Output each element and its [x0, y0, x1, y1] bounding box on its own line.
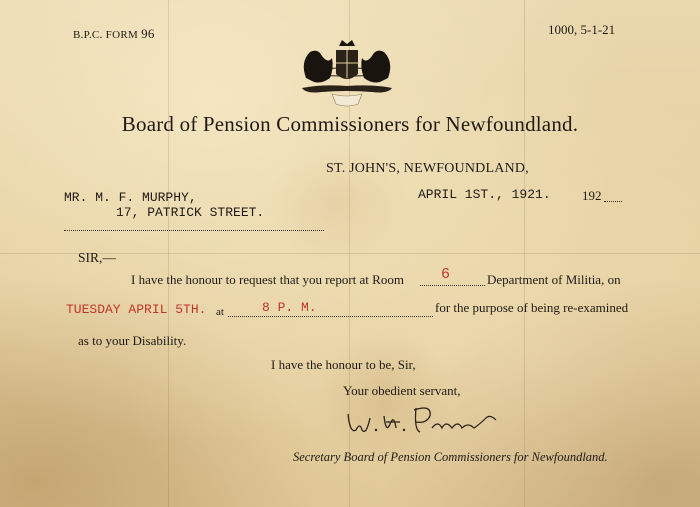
address-rule: [64, 230, 324, 231]
body-line-3: as to your Disability.: [78, 333, 187, 348]
room-rule: [420, 285, 485, 286]
letter-date: APRIL 1ST., 1921.: [418, 187, 551, 202]
signature: [340, 400, 510, 442]
body-line-2: for the purpose of being re-examined: [435, 300, 629, 315]
page-title: Board of Pension Commissioners for Newfoundland.: [121, 112, 579, 136]
room-number: 6: [441, 266, 451, 283]
secretary-line: Secretary Board of Pension Commissioners for Newfoundland.: [293, 450, 608, 464]
print-code: 1000, 5-1-21: [548, 22, 616, 37]
form-label: B.P.C. FORM 96: [73, 26, 155, 41]
appointment-day: TUESDAY APRIL 5TH.: [66, 302, 207, 317]
appointment-time: 8 P. M.: [262, 300, 317, 315]
recipient-address: 17, PATRICK STREET.: [116, 205, 265, 220]
at-word: at: [216, 306, 224, 318]
royal-coat-of-arms-icon: [292, 38, 402, 110]
body-line-1-end: Department of Militia, on: [487, 272, 621, 287]
recipient-name: MR. M. F. MURPHY,: [64, 190, 197, 205]
time-rule: [228, 316, 433, 317]
form-number: 96: [141, 26, 155, 41]
salutation: SIR,—: [78, 250, 116, 265]
year-rule: [604, 201, 622, 202]
place-line: ST. JOHN'S, NEWFOUNDLAND,: [326, 161, 529, 176]
closing-line-1: I have the honour to be, Sir,: [271, 357, 416, 372]
closing-line-2: Your obedient servant,: [343, 383, 461, 398]
printed-year: 192: [582, 188, 602, 203]
body-line-1: I have the honour to request that you report at Room: [131, 272, 404, 287]
